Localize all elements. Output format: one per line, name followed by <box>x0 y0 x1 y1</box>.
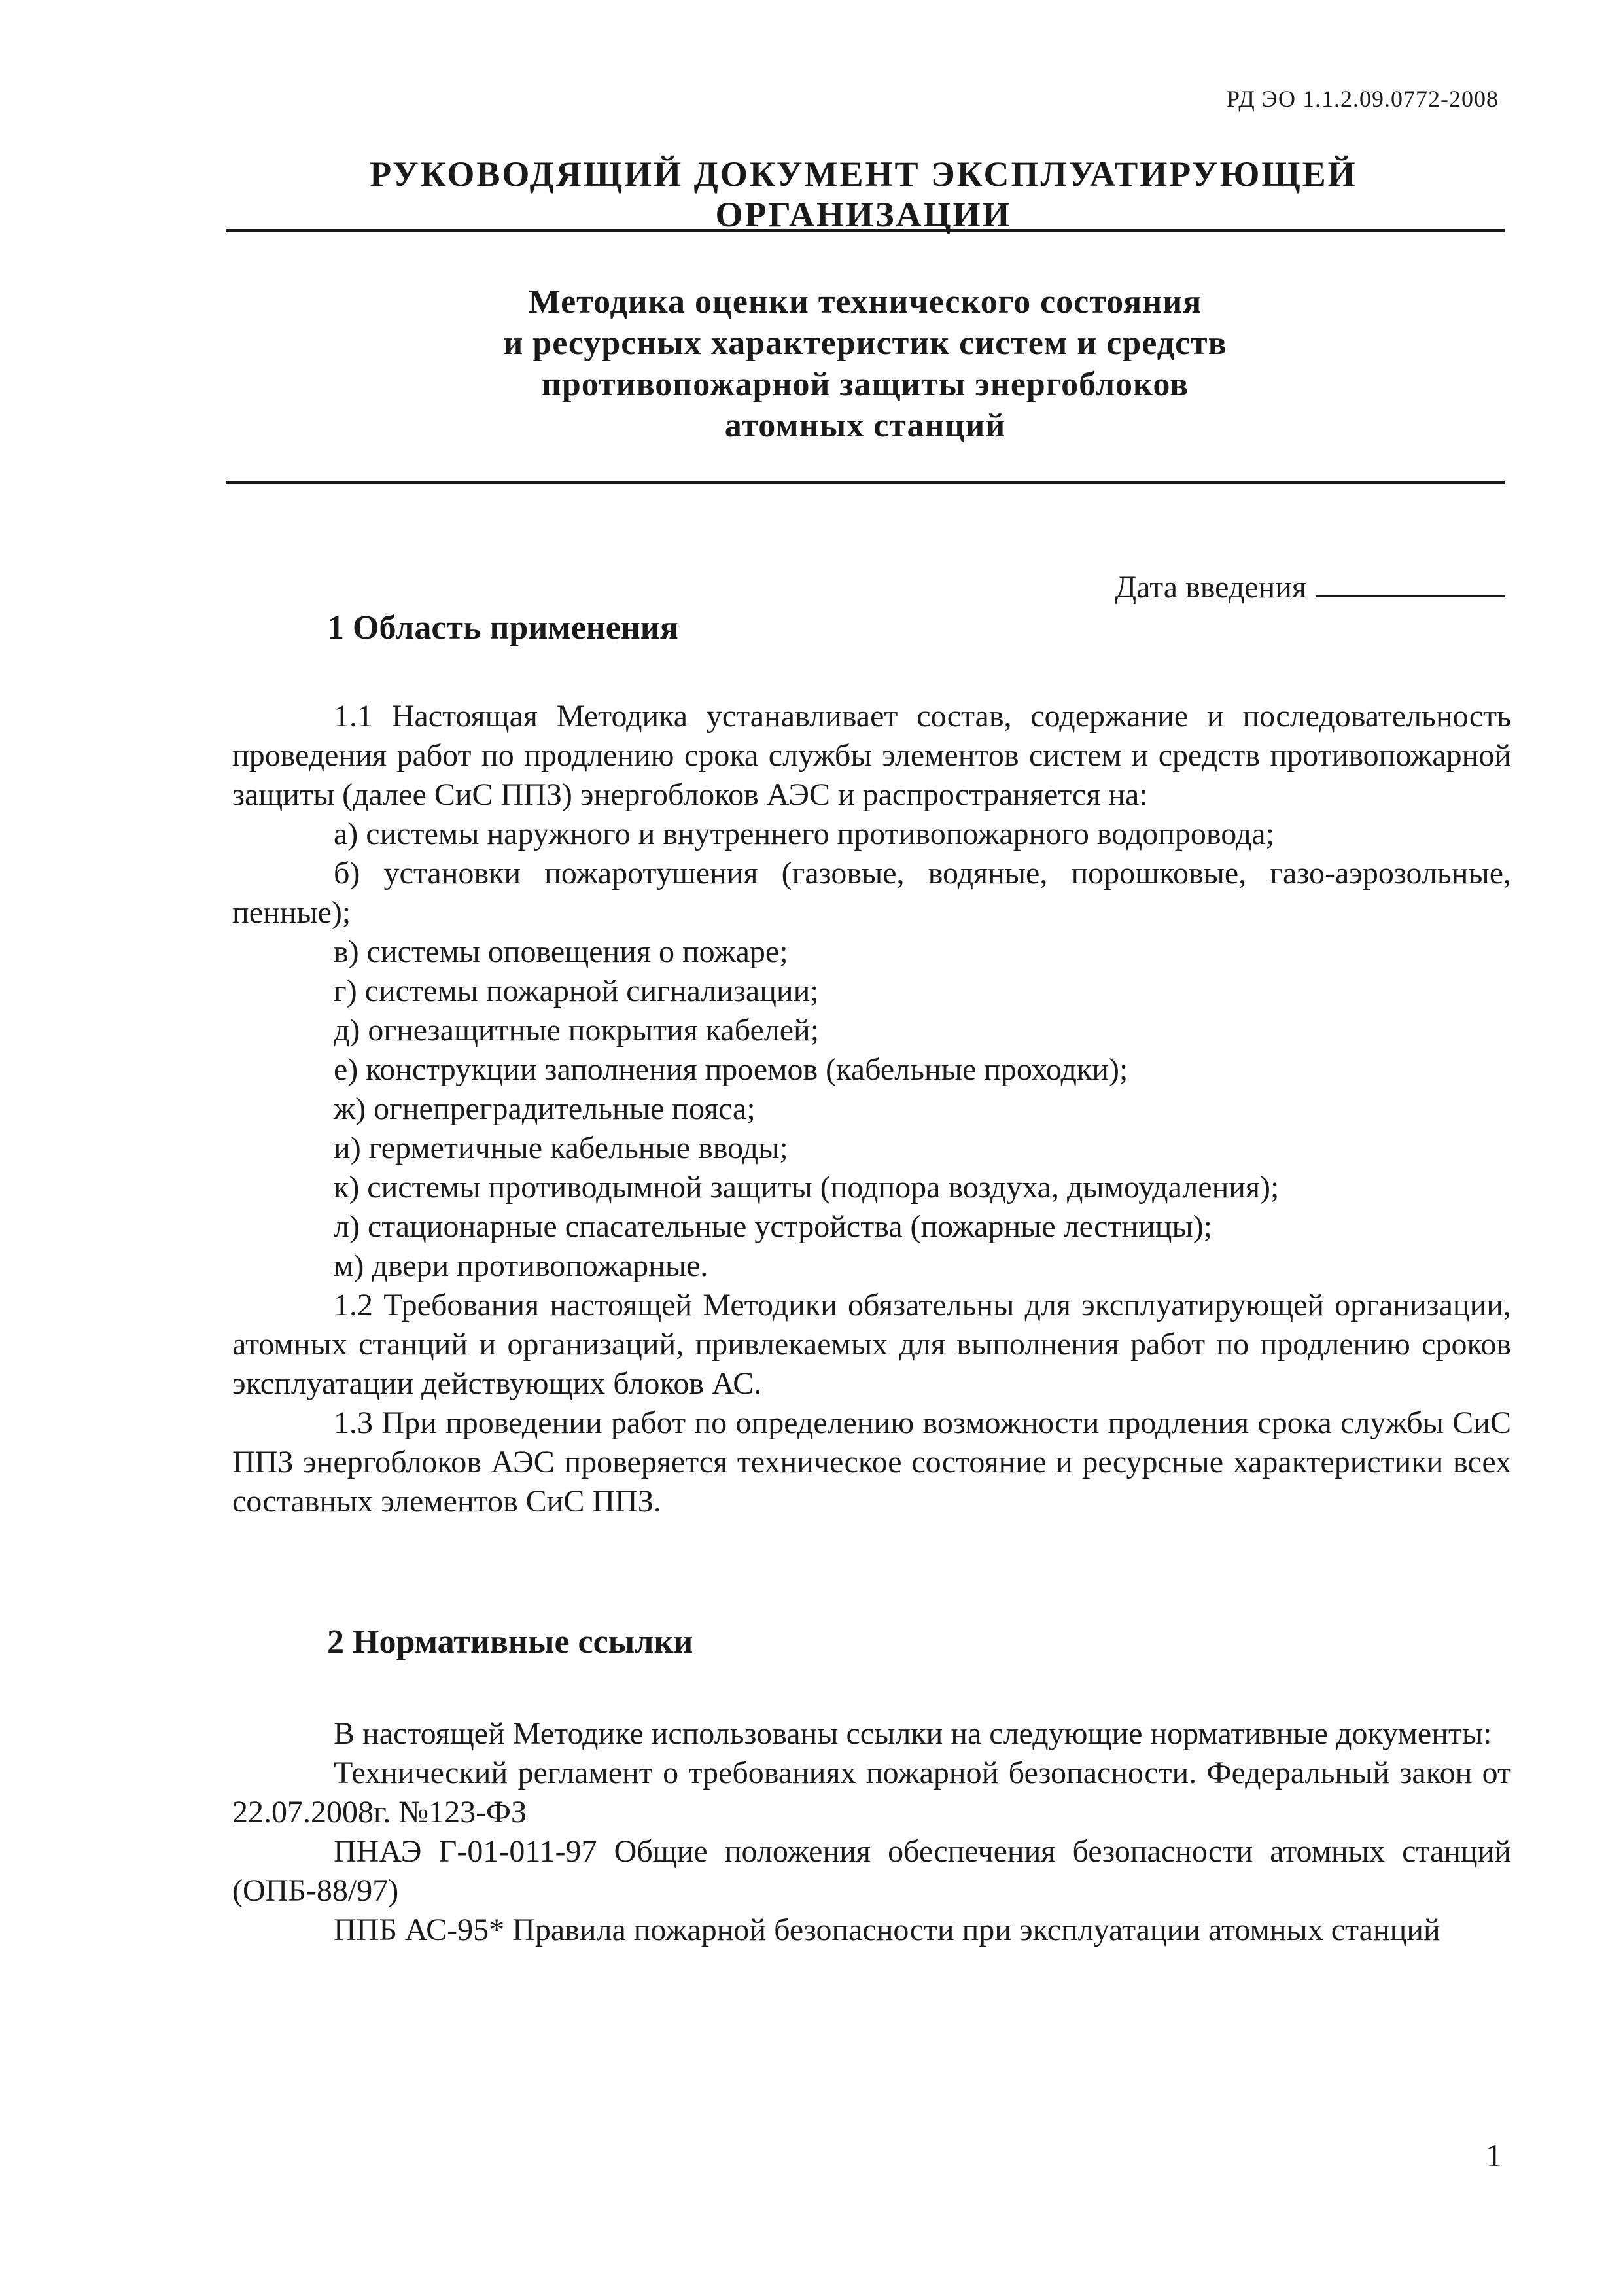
reference-item: ППБ АС-95* Правила пожарной безопасности при эксплуатации атомных станций <box>334 1913 1440 1947</box>
list-item: к) системы противодымной защиты (подпора воздуха, дымоудаления); <box>334 1170 1280 1205</box>
section-heading-scope: 1 Область применения <box>327 609 678 646</box>
reference-item: Технический регламент о требованиях пожарной безопасности. Федеральный закон от 22.07.2008г. №123-ФЗ <box>232 1756 1511 1829</box>
introduction-date-label: Дата введения <box>1115 570 1306 605</box>
list-item: г) системы пожарной сигнализации; <box>334 974 819 1008</box>
list-item: д) огнезащитные покрытия кабелей; <box>334 1013 820 1048</box>
document-title-line: и ресурсных характеристик систем и средств <box>503 325 1227 362</box>
header-rule-top <box>226 229 1505 232</box>
paragraph-1-1: 1.1 Настоящая Методика устанавливает состав, содержание и последовательность проведения работ по продлению срока службы элементов систем и средств противопожарной защиты (далее СиС ППЗ) энергоблоков АЭС и распространяется на: <box>232 699 1511 812</box>
paragraph-1-3: 1.3 При проведении работ по определению возможности продления срока службы СиС ППЗ энергоблоков АЭС проверяется техническое состояние и ресурсные характеристики всех составных элементов СиС ППЗ. <box>232 1405 1511 1519</box>
introduction-date <box>1115 569 1505 605</box>
document-title-line: Методика оценки технического состояния <box>528 283 1202 321</box>
list-item: а) системы наружного и внутреннего противопожарного водопровода; <box>334 817 1274 851</box>
list-item: ж) огнепреградительные пояса; <box>334 1091 756 1126</box>
list-item: м) двери противопожарные. <box>334 1248 708 1283</box>
header-rule-bottom <box>226 481 1505 484</box>
section-references-body <box>232 1714 1511 1950</box>
list-item: б) установки пожаротушения (газовые, водяные, порошковые, газо-аэрозольные, пенные); <box>232 856 1511 930</box>
list-item: в) системы оповещения о пожаре; <box>334 934 788 969</box>
list-item: л) стационарные спасательные устройства (пожарные лестницы); <box>334 1209 1213 1244</box>
document-title <box>226 281 1505 446</box>
document-title-line: противопожарной защиты энергоблоков <box>541 366 1189 403</box>
list-item: е) конструкции заполнения проемов (кабельные проходки); <box>334 1052 1128 1087</box>
list-item: и) герметичные кабельные вводы; <box>334 1131 788 1165</box>
document-title-line: атомных станций <box>724 407 1006 444</box>
page-number: 1 <box>1486 2137 1502 2174</box>
paragraph-2-intro: В настоящей Методике использованы ссылки на следующие нормативные документы: <box>334 1716 1492 1751</box>
section-heading-references: 2 Нормативные ссылки <box>327 1623 693 1661</box>
introduction-date-blank <box>1316 571 1505 597</box>
document-code: РД ЭО 1.1.2.09.0772-2008 <box>1226 86 1499 112</box>
section-scope-body <box>232 697 1511 1521</box>
reference-item: ПНАЭ Г-01-011-97 Общие положения обеспечения безопасности атомных станций (ОПБ-88/97) <box>232 1834 1511 1908</box>
organization-title: РУКОВОДЯЩИЙ ДОКУМЕНТ ЭКСПЛУАТИРУЮЩЕЙ ОРГАНИЗАЦИИ <box>370 154 1357 234</box>
paragraph-1-2: 1.2 Требования настоящей Методики обязательны для эксплуатирующей организации, атомных станций и организаций, привлекаемых для выполнения работ по продлению сроков эксплуатации действующих блоков АС. <box>232 1288 1511 1401</box>
